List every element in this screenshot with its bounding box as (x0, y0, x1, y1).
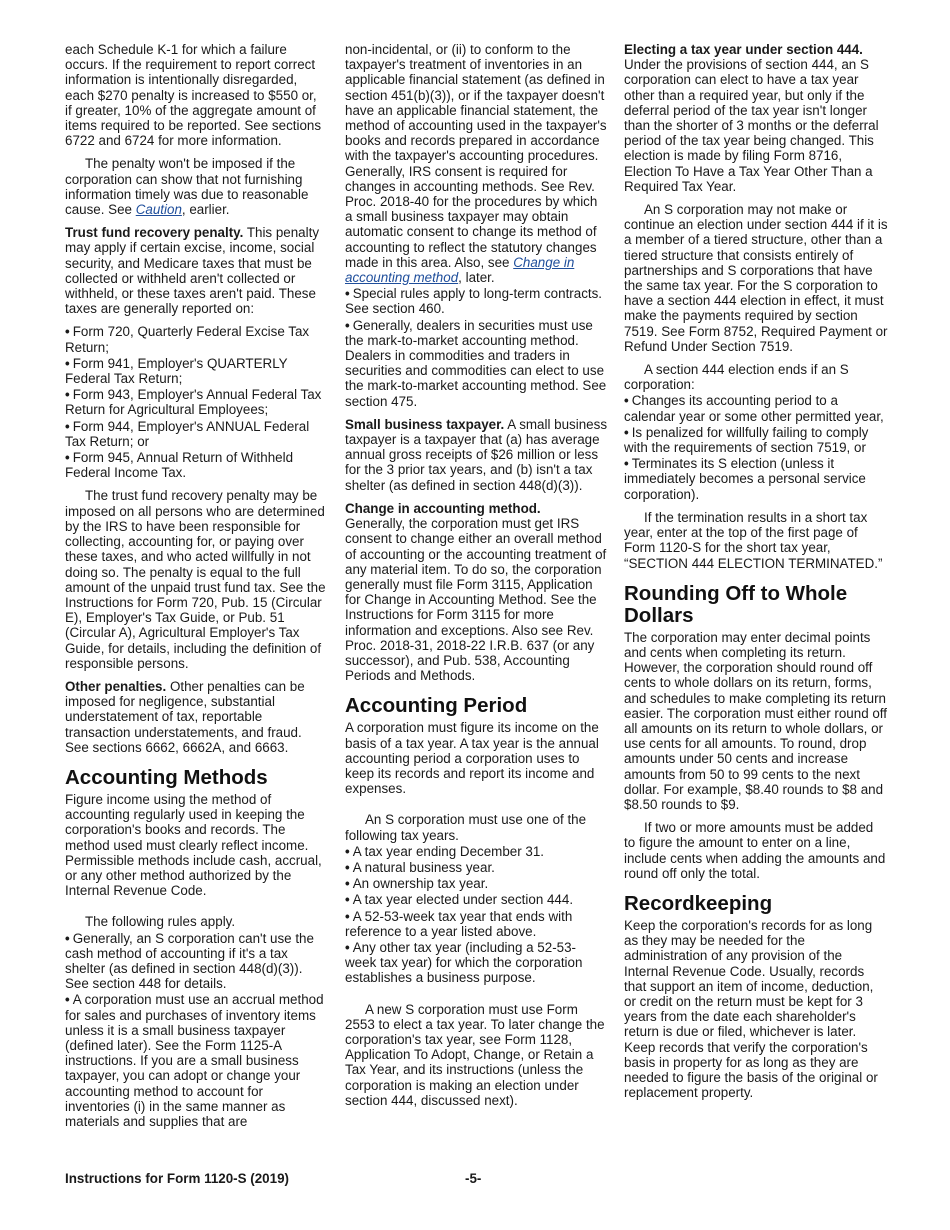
paragraph-penalty-reasonable-cause (65, 156, 327, 217)
paragraph-recordkeeping: Keep the corporation's records for as long as they may be needed for the administration of any provision of the Internal Revenue Code. Usually, records that support an item of income, deduction, or credit on the return must be kept for 3 years from the date each shareholder's return is due or filed, whichever is later. Keep records that verify the corporation's basis in property for as long as they are needed to figure the basis of the original or replacement property. (624, 917, 878, 1101)
bullet-icon: • (345, 859, 350, 875)
paragraph-inventory-continuation (345, 42, 607, 285)
list-item (65, 387, 327, 417)
list-item-text: A natural business year. (352, 859, 495, 875)
bullet-icon: • (65, 387, 70, 403)
paragraph-period-intro: A corporation must figure its income on the basis of a tax year. A tax year is the annual accounting period a corporation uses to keep its records and report its income and expenses. (345, 720, 599, 797)
bullet-icon: • (624, 456, 629, 472)
column-1 (65, 42, 327, 1137)
bullet-icon: • (65, 992, 70, 1008)
paragraph-termination-short-year: If the termination results in a short tax year, enter at the top of the first page of Form 1120-S for the short tax year, “SECTION 444 ELECTION TERMINATED.” (624, 509, 883, 571)
list-item-text: Changes its accounting period to a calendar year or some other permitted year, (624, 393, 884, 424)
list-item-text: Form 944, Employer's ANNUAL Federal Tax Return; or (65, 418, 310, 449)
paragraph-change-in-method (345, 501, 607, 683)
heading-rounding-off: Rounding Off to Whole Dollars (624, 581, 848, 627)
list-item (345, 892, 607, 907)
bullet-icon: • (65, 930, 70, 946)
text-run: A small business taxpayer is a taxpayer that (a) has average annual gross receipts of $26 million or less for the 3 prior tax years, and (b) isn't a tax shelter (as defined in section 448(d)(3)). (345, 416, 608, 493)
list-item (345, 940, 607, 986)
paragraph-k1-continuation: each Schedule K-1 for which a failure occurs. If the requirement to report correct information is intentionally disregarded, each $270 penalty is increased to $550 or, if greater, 10% of the aggregate amount of items required to be reported. See sections 6722 and 6724 for more information. (65, 42, 322, 149)
bullet-icon: • (65, 418, 70, 434)
paragraph-rounding-totals: If two or more amounts must be added to figure the amount to enter on a line, include cents when adding the amounts and round off only the total. (624, 820, 886, 881)
bullet-icon: • (65, 355, 70, 371)
list-item-text: Form 941, Employer's QUARTERLY Federal Tax Return; (65, 355, 288, 387)
paragraph-new-s-corporation: A new S corporation must use Form 2553 to elect a tax year. To later change the corporation's tax year, see Form 1128, Application To Adopt, Change, or Retain a Tax Year, and its instructions (unless the corporation is making an election under section 444, discussed next). (345, 1001, 605, 1108)
paragraph-trust-fund-details: The trust fund recovery penalty may be imposed on all persons who are determined by the IRS to have been responsible for collecting, accounting for, or paying over these taxes, and who acted willfully in not doing so. The penalty is equal to the full amount of the unpaid trust fund tax. See the Instructions for Form 720, Pub. 15 (Circular E), Employer's Tax Guide, or Pub. 51 (Circular A), Agricultural Employer's Tax Guide, for details, including the definition of responsible persons. (65, 488, 326, 671)
bullet-icon: • (624, 393, 629, 409)
column-3 (624, 42, 888, 1108)
list-election-ends (624, 393, 888, 501)
list-item-text: Is penalized for willfully failing to comply with the requirements of section 7519, or (624, 424, 869, 456)
run-in-heading-trust-fund: Trust fund recovery penalty. (65, 225, 244, 241)
run-in-heading-change-method: Change in accounting method. (345, 500, 541, 516)
page-number: -5- (465, 1171, 482, 1186)
list-item (624, 456, 888, 502)
list-methods-rules (65, 931, 327, 1130)
text-run: non-incidental, or (ii) to conform to the taxpayer's treatment of inventories in an applicable financial statement (as defined in section 451(b)(3)), or if the taxpayer doesn't have an applicable financial statement, the method of accounting used in the taxpayer's books and records prepared in accordance with the taxpayer's accounting procedures. Generally, IRS consent is required for changes in accounting methods. See Rev. Proc. 2018-40 for the procedures by which a small business taxpayer may obtain automatic consent to change its method of accounting to reflect the statutory changes made in this area. Also, see (345, 42, 607, 270)
list-item-text: A tax year ending December 31. (352, 843, 545, 859)
paragraph-electing-section-444 (624, 42, 888, 194)
list-item-text: A corporation must use an accrual method for sales and purchases of inventory items unless it is a small business taxpayer (defined later). See the Form 1125-A instructions. If you are a small business taxpayer, you can adopt or change your accounting method to account for inventories (i) in the same manner as materials and supplies that are (65, 992, 324, 1129)
text-run: , later. (458, 270, 495, 286)
list-item (65, 356, 327, 386)
list-item-text: A 52-53-week tax year that ends with reference to a year listed above. (345, 908, 573, 939)
list-item-text: Generally, an S corporation can't use the cash method of accounting if it's a tax shelter (as defined in section 448(d)(3)). See section 448 for details. (65, 930, 314, 992)
list-item (65, 992, 327, 1129)
list-item-text: Any other tax year (including a 52-53-week tax year) for which the corporation establishes a business purpose. (345, 939, 583, 986)
bullet-icon: • (345, 939, 350, 955)
paragraph-rounding-rules: The corporation may enter decimal points and cents when completing its return. However, the corporation should round off cents to whole dollars on its return, forms, and schedules to make completing its return easier. The corporation must either round off all amounts on its return to whole dollars, or use cents for all amounts. To round, drop amounts under 50 cents and increase amounts from 50 to 99 cents to the next dollar. For example, $8.40 rounds to $8 and $8.50 rounds to $9. (624, 629, 888, 812)
heading-recordkeeping: Recordkeeping (624, 891, 773, 915)
paragraph-tax-years-intro: An S corporation must use one of the following tax years. (345, 812, 587, 843)
bullet-icon: • (345, 317, 350, 333)
text-run: , earlier. (181, 202, 230, 218)
bullet-icon: • (345, 843, 350, 859)
list-item (65, 419, 327, 449)
heading-accounting-period: Accounting Period (345, 694, 528, 718)
heading-accounting-methods: Accounting Methods (65, 765, 268, 789)
list-item (345, 844, 607, 859)
paragraph-other-penalties (65, 679, 327, 755)
bullet-icon: • (345, 876, 350, 892)
run-in-heading-small-business: Small business taxpayer. (345, 416, 505, 432)
bullet-icon: • (65, 450, 70, 466)
list-item (65, 450, 327, 480)
list-item-text: Generally, dealers in securities must use the mark-to-market accounting method. Dealers in commodities and traders in securities and commodities can elect to use the mark-to-market accounting method. See section 475. (345, 317, 607, 409)
paragraph-election-ends: A section 444 election ends if an S corporation: (624, 362, 849, 393)
list-tax-years (345, 844, 607, 986)
list-item (345, 876, 607, 891)
list-item-text: Special rules apply to long-term contracts. See section 460. (345, 286, 603, 317)
list-trust-fund-forms (65, 324, 327, 480)
list-item-text: Form 945, Annual Return of Withheld Federal Income Tax. (65, 450, 294, 481)
list-item (345, 286, 607, 316)
list-item-text: An ownership tax year. (352, 876, 489, 892)
list-item-text: Form 943, Employer's Annual Federal Tax Return for Agricultural Employees; (65, 387, 322, 418)
list-item-text: A tax year elected under section 444. (352, 892, 574, 908)
list-special-rules (345, 286, 607, 409)
column-2 (345, 42, 607, 1116)
paragraph-methods-intro: Figure income using the method of accounting regularly used in keeping the corporation's books and records. The method used must clearly reflect income. Permissible methods include cash, accrual, or any other method authorized by the Internal Revenue Code. (65, 791, 322, 899)
text-run: The penalty won't be imposed if the corporation can show that not furnishing information timely was due to reasonable cause. See (65, 156, 309, 218)
bullet-icon: • (65, 324, 70, 340)
text-run: Under the provisions of section 444, an S corporation can elect to have a tax year other than a required year, but only if the deferral period of the tax year isn't longer than the shorter of 3 months or the deferral period of the tax year being changed. This election is made by filing Form 8716, Election To Have a Tax Year Other Than a Required Tax Year. (624, 57, 879, 194)
list-item (345, 860, 607, 875)
list-item (65, 931, 327, 992)
bullet-icon: • (624, 424, 629, 440)
bullet-icon: • (345, 908, 350, 924)
list-item (624, 393, 888, 423)
list-item (345, 909, 607, 939)
text-run: This penalty may apply if certain excise, income, social security, and Medicare taxes that must be collected or withheld aren't collected or withheld, or these taxes aren't paid. These taxes are generally reported on: (65, 225, 320, 317)
paragraph-small-business-taxpayer (345, 417, 607, 493)
footer-form-title: Instructions for Form 1120-S (2019) (65, 1171, 289, 1186)
text-run: Other penalties can be imposed for negligence, substantial understatement of tax, reportable transaction understatements, and fraud. See sections 6662, 6662A, and 6663. (65, 678, 305, 755)
link-caution[interactable]: Caution (135, 202, 182, 218)
run-in-heading-section-444: Electing a tax year under section 444. (624, 42, 863, 57)
list-item-text: Form 720, Quarterly Federal Excise Tax Return; (65, 324, 310, 355)
bullet-icon: • (345, 286, 350, 302)
list-item (624, 425, 888, 455)
paragraph-trust-fund-penalty (65, 225, 327, 316)
text-run: Generally, the corporation must get IRS consent to change either an overall method of accounting or the accounting treatment of any material item. To do so, the corporation generally must file Form 3115, Application for Change in Accounting Method. See the Instructions for Form 3115 for more information and exceptions. Also see Rev. Proc. 2018-31, 2018-22 I.R.B. 637 (or any successor), and Pub. 538, Accounting Periods and Methods. (345, 516, 607, 684)
paragraph-following-rules: The following rules apply. (85, 914, 236, 930)
link-change-in-accounting-method[interactable]: Change in accounting method (345, 254, 575, 286)
bullet-icon: • (345, 892, 350, 908)
list-item (345, 318, 607, 409)
list-item (65, 324, 327, 354)
list-item-text: Terminates its S election (unless it immediately becomes a personal service corporation). (624, 456, 866, 502)
run-in-heading-other-penalties: Other penalties. (65, 678, 167, 694)
paragraph-tiered-structure: An S corporation may not make or continue an election under section 444 if it is a member of a tiered structure, other than a tiered structure that consists entirely of partnerships and S corporations that have the same tax year. For the S corporation to have a section 444 election in effect, it must make the payments required by section 7519. See Form 8752, Required Payment or Refund Under Section 7519. (624, 202, 888, 354)
